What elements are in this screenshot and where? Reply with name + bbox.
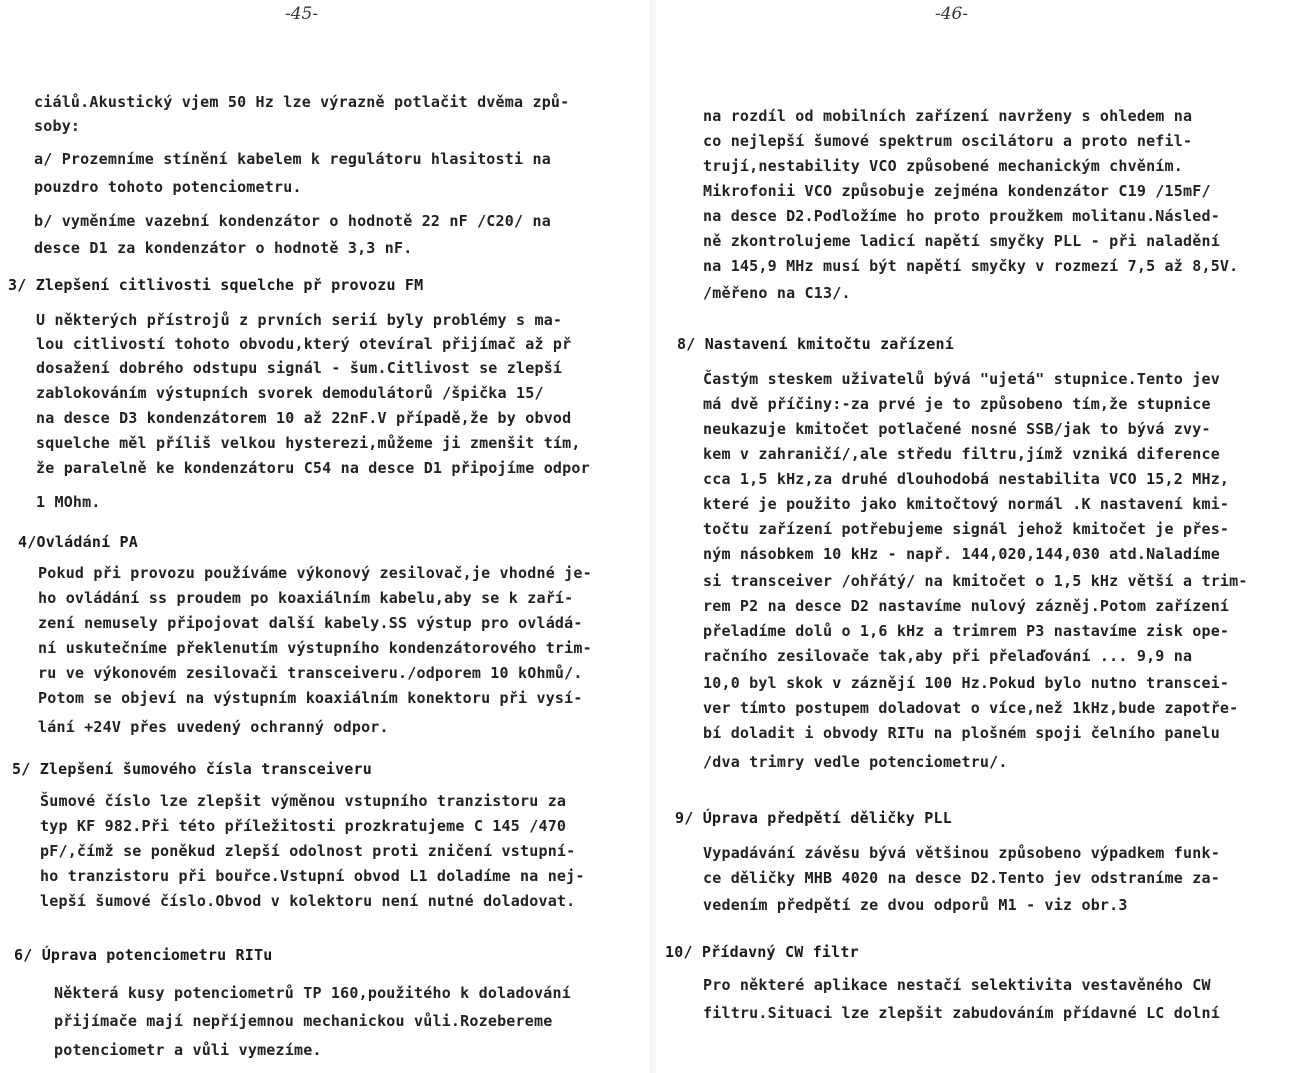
text-line: si transceiver /ohřátý/ na kmitočet o 1,5 kHz větší a trim- [703,572,1248,590]
text-line: vedením předpětí ze dvou odporů M1 - viz obr.3 [703,896,1128,914]
text-line: filtru.Situaci lze zlepšit zabudováním přídavné LC dolní [703,1004,1220,1022]
text-line: dosažení dobrého odstupu signál - šum.Citlivost se zlepší [36,359,563,377]
text-line: soby: [34,117,81,135]
section-heading: 6/ Úprava potenciometru RITu [14,946,273,964]
right-page [655,0,1300,1073]
section-heading: 10/ Přídavný CW filtr [665,943,859,961]
text-line: na rozdíl od mobilních zařízení navrženy s ohledem na [703,107,1193,125]
text-line: desce D1 za kondenzátor o hodnotě 3,3 nF. [34,239,413,257]
page-number: -46- [935,4,969,24]
text-line: Častým steskem uživatelů bývá "ujetá" stupnice.Tento jev [703,370,1220,388]
text-line: trují,nestability VCO způsobené mechanickým chvěním. [703,157,1183,175]
text-line: ho tranzistoru při bouřce.Vstupní obvod L1 doladíme na nej- [40,867,585,885]
text-line: ným násobkem 10 kHz - např. 144,020,144,030 atd.Naladíme [703,545,1220,563]
text-line: Vypadávání závěsu bývá většinou způsobeno výpadkem funk- [703,844,1220,862]
text-line: na desce D2.Podložíme ho proto proužkem molitanu.Násled- [703,207,1220,225]
text-line: ní uskutečníme překlenutím výstupního kondenzátorového trim- [38,639,592,657]
text-line: přeladíme dolů o 1,6 kHz a trimrem P3 nastavíme zisk ope- [703,622,1230,640]
text-line: pouzdro tohoto potenciometru. [34,178,302,196]
text-line: /měřeno na C13/. [703,284,851,302]
text-line: co nejlepší šumové spektrum oscilátoru a proto nefil- [703,132,1193,150]
text-line: potenciometr a vůli vymezíme. [54,1041,322,1059]
text-line: rem P2 na desce D2 nastavíme nulový zázněj.Potom zařízení [703,597,1230,615]
text-line: typ KF 982.Při této příležitosti prozkratujeme C 145 /470 [40,817,567,835]
text-line: Potom se objeví na výstupním koaxiálním konektoru při vysí- [38,689,583,707]
text-line: 1 MOhm. [36,493,101,511]
text-line: ciálů.Akustický vjem 50 Hz lze výrazně potlačit dvěma způ- [34,93,570,111]
section-heading: 5/ Zlepšení šumového čísla transceiveru [12,760,372,778]
page-number: -45- [285,4,319,24]
text-line: U některých přístrojů z prvních serií byly problémy s ma- [36,311,563,329]
text-line: ver tímto postupem doladovat o více,než 1kHz,bude zapotře- [703,699,1239,717]
text-line: ce děličky MHB 4020 na desce D2.Tento jev odstraníme za- [703,869,1220,887]
text-line: squelche měl příliš velkou hysterezi,můžeme ji zmenšit tím, [36,434,581,452]
text-line: na 145,9 MHz musí být napětí smyčky v rozmezí 7,5 až 8,5V. [703,257,1239,275]
text-line: Některá kusy potenciometrů TP 160,použitého k doladování [54,984,571,1002]
text-line: lepší šumové číslo.Obvod v kolektoru není nutné doladovat. [40,892,576,910]
text-line: a/ Prozemníme stínění kabelem k regulátoru hlasitosti na [34,150,551,168]
text-line: pF/,čímž se poněkud zlepší odolnost proti zničení vstupní- [40,842,576,860]
section-heading: 9/ Úprava předpětí děličky PLL [675,809,952,827]
text-line: bí doladit i obvody RITu na plošném spoji čelního panelu [703,724,1220,742]
text-line: kem v zahraničí/,ale středu filtru,jímž vzniká diference [703,445,1220,463]
text-line: neukazuje kmitočet potlačené nosné SSB/jak to bývá zvy- [703,420,1211,438]
text-line: Pro některé aplikace nestačí selektivita vestavěného CW [703,976,1211,994]
text-line: ru ve výkonovém zesilovači transceiveru./odporem 10 kOhmů/. [38,664,583,682]
text-line: lou citlivostí tohoto obvodu,který otevíral přijímač až př [36,335,572,353]
text-line: 10,0 byl skok v záznějí 100 Hz.Pokud bylo nutno transcei- [703,674,1230,692]
text-line: které je použito jako kmitočtový normál .K nastavení kmi- [703,495,1230,513]
text-line: točtu zařízení potřebujeme signál jehož kmitočet je přes- [703,520,1230,538]
text-line: Šumové číslo lze zlepšit výměnou vstupního tranzistoru za [40,792,567,810]
text-line: že paralelně ke kondenzátoru C54 na desce D1 připojíme odpor [36,459,590,477]
text-line: zení nemusely připojovat další kabely.SS výstup pro ovládá- [38,614,583,632]
text-line: cca 1,5 kHz,za druhé dlouhodobá nestabilita VCO 15,2 MHz, [703,470,1230,488]
text-line: má dvě příčiny:-za prvé je to způsobeno tím,že stupnice [703,395,1211,413]
section-heading: 3/ Zlepšení citlivosti squelche př provozu FM [8,276,424,294]
text-line: zablokováním výstupních svorek demodulátorů /špička 15/ [36,384,544,402]
text-line: Pokud při provozu používáme výkonový zesilovač,je vhodné je- [38,564,592,582]
text-line: ho ovládání ss proudem po koaxiálním kabelu,aby se k zaří- [38,589,574,607]
text-line: přijímače mají nepříjemnou mechanickou vůli.Rozebereme [54,1012,553,1030]
text-line: lání +24V přes uvedený ochranný odpor. [38,718,389,736]
text-line: b/ vyměníme vazební kondenzátor o hodnotě 22 nF /C20/ na [34,212,551,230]
text-line: račního zesilovače tak,aby při přelaďování ... 9,9 na [703,647,1193,665]
section-heading: 4/Ovládání PA [18,533,138,551]
text-line: Mikrofonii VCO způsobuje zejména kondenzátor C19 /15mF/ [703,182,1211,200]
text-line: /dva trimry vedle potenciometru/. [703,753,1008,771]
text-line: ně zkontrolujeme ladicí napětí smyčky PLL - při naladění [703,232,1220,250]
section-heading: 8/ Nastavení kmitočtu zařízení [677,335,954,353]
text-line: na desce D3 kondenzátorem 10 až 22nF.V případě,že by obvod [36,409,572,427]
